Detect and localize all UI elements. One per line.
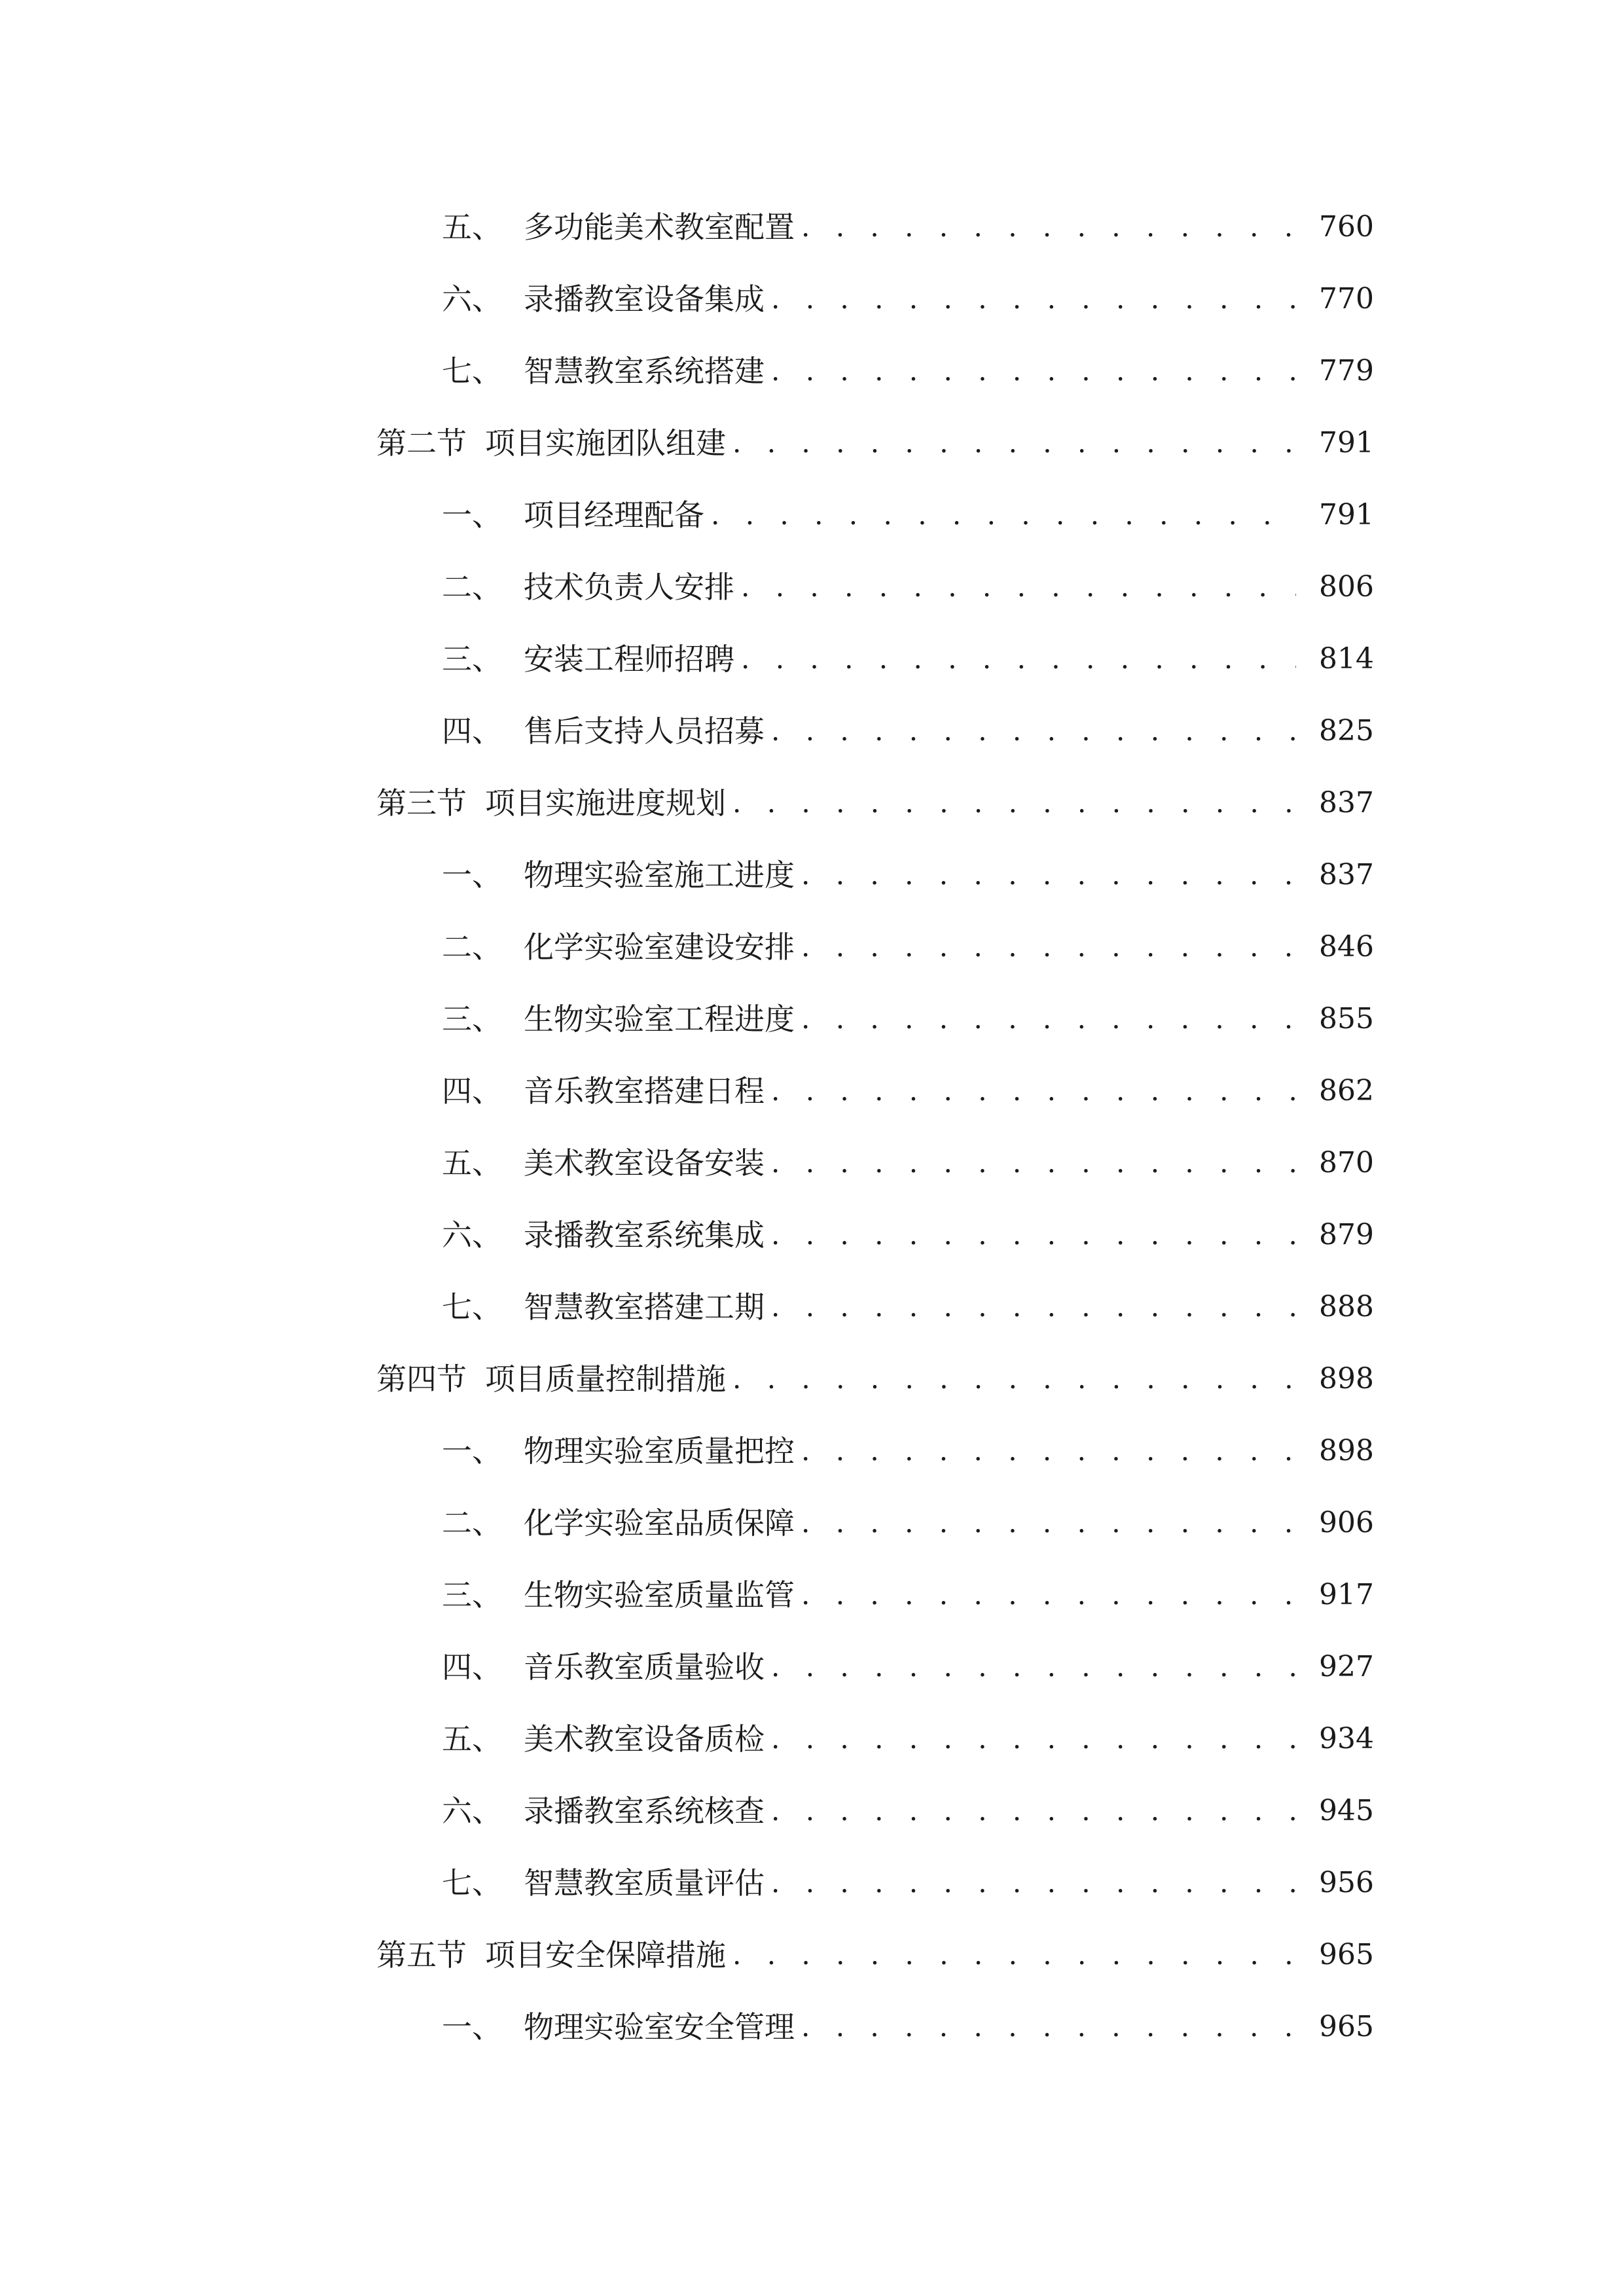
entry-number: 七、 xyxy=(442,353,502,389)
section-number: 第三节 xyxy=(376,785,467,821)
toc-entry[interactable] xyxy=(442,1065,1374,1117)
entry-number: 三、 xyxy=(442,641,502,677)
dot-leader xyxy=(732,1929,1296,1981)
dot-leader xyxy=(771,1641,1296,1693)
section-title: 项目实施团队组建 xyxy=(485,425,726,461)
entry-title: 智慧教室系统搭建 xyxy=(524,353,765,389)
dot-leader xyxy=(771,705,1296,757)
entry-number: 一、 xyxy=(442,1433,502,1469)
dot-leader xyxy=(771,273,1296,325)
dot-leader xyxy=(801,201,1296,253)
toc-entry[interactable] xyxy=(442,345,1374,397)
entry-title: 生物实验室工程进度 xyxy=(524,1001,795,1037)
toc-entry[interactable] xyxy=(442,1785,1374,1837)
dot-leader xyxy=(771,1137,1296,1189)
entry-page-number: 934 xyxy=(1319,1722,1374,1755)
entry-page-number: 791 xyxy=(1319,426,1374,459)
entry-page-number: 770 xyxy=(1319,282,1374,315)
dot-leader xyxy=(801,2001,1296,2053)
entry-title: 录播教室设备集成 xyxy=(524,281,765,317)
entry-page-number: 862 xyxy=(1319,1074,1374,1107)
section-number: 第四节 xyxy=(376,1361,467,1397)
dot-leader xyxy=(732,777,1296,829)
toc-entry[interactable] xyxy=(442,993,1374,1045)
dot-leader xyxy=(771,345,1296,397)
dot-leader xyxy=(741,633,1296,685)
toc-entry[interactable] xyxy=(442,201,1374,253)
section-title: 项目安全保障措施 xyxy=(485,1937,726,1973)
entry-number: 七、 xyxy=(442,1865,502,1901)
entry-title: 录播教室系统集成 xyxy=(524,1217,765,1253)
dot-leader xyxy=(732,417,1296,469)
entry-title: 音乐教室质量验收 xyxy=(524,1649,765,1685)
entry-title: 物理实验室质量把控 xyxy=(524,1433,795,1469)
entry-page-number: 791 xyxy=(1319,498,1374,531)
dot-leader xyxy=(771,1785,1296,1837)
dot-leader xyxy=(771,1065,1296,1117)
toc-entry[interactable] xyxy=(442,489,1374,541)
entry-number: 二、 xyxy=(442,569,502,605)
toc-entry[interactable] xyxy=(442,1281,1374,1333)
toc-entry[interactable] xyxy=(442,561,1374,613)
entry-title: 生物实验室质量监管 xyxy=(524,1577,795,1613)
entry-number: 四、 xyxy=(442,1073,502,1109)
entry-title: 化学实验室品质保障 xyxy=(524,1505,795,1541)
entry-title: 多功能美术教室配置 xyxy=(524,209,795,245)
entry-title: 美术教室设备安装 xyxy=(524,1145,765,1181)
entry-page-number: 879 xyxy=(1319,1218,1374,1251)
entry-number: 一、 xyxy=(442,497,502,533)
entry-page-number: 898 xyxy=(1319,1434,1374,1467)
entry-number: 六、 xyxy=(442,1217,502,1253)
entry-page-number: 956 xyxy=(1319,1866,1374,1899)
entry-number: 五、 xyxy=(442,209,502,245)
dot-leader xyxy=(711,489,1296,541)
entry-title: 售后支持人员招募 xyxy=(524,713,765,749)
dot-leader xyxy=(801,1425,1296,1477)
toc-entry[interactable] xyxy=(442,273,1374,325)
entry-title: 技术负责人安排 xyxy=(524,569,734,605)
dot-leader xyxy=(771,1209,1296,1261)
entry-title: 智慧教室质量评估 xyxy=(524,1865,765,1901)
entry-number: 六、 xyxy=(442,1793,502,1829)
toc-entry[interactable] xyxy=(442,1713,1374,1765)
toc-entry[interactable] xyxy=(442,1209,1374,1261)
section-title: 项目质量控制措施 xyxy=(485,1361,726,1397)
toc-entry[interactable] xyxy=(442,633,1374,685)
entry-page-number: 898 xyxy=(1319,1362,1374,1395)
toc-entry[interactable] xyxy=(442,705,1374,757)
entry-page-number: 779 xyxy=(1319,354,1374,387)
entry-title: 音乐教室搭建日程 xyxy=(524,1073,765,1109)
entry-page-number: 855 xyxy=(1319,1002,1374,1035)
entry-page-number: 846 xyxy=(1319,930,1374,963)
entry-page-number: 965 xyxy=(1319,1938,1374,1971)
entry-page-number: 870 xyxy=(1319,1146,1374,1179)
entry-title: 录播教室系统核查 xyxy=(524,1793,765,1829)
entry-page-number: 945 xyxy=(1319,1794,1374,1827)
entry-title: 安装工程师招聘 xyxy=(524,641,734,677)
dot-leader xyxy=(732,1353,1296,1405)
entry-page-number: 760 xyxy=(1319,210,1374,243)
dot-leader xyxy=(801,1569,1296,1621)
entry-title: 美术教室设备质检 xyxy=(524,1721,765,1757)
toc-section-entry[interactable] xyxy=(376,417,1374,469)
toc-entry[interactable] xyxy=(442,2001,1374,2053)
toc-section-entry[interactable] xyxy=(376,777,1374,829)
entry-title: 智慧教室搭建工期 xyxy=(524,1289,765,1325)
entry-number: 三、 xyxy=(442,1577,502,1613)
dot-leader xyxy=(771,1281,1296,1333)
entry-page-number: 806 xyxy=(1319,570,1374,603)
section-number: 第二节 xyxy=(376,425,467,461)
entry-title: 化学实验室建设安排 xyxy=(524,929,795,965)
entry-page-number: 888 xyxy=(1319,1290,1374,1323)
entry-number: 一、 xyxy=(442,857,502,893)
toc-entry[interactable] xyxy=(442,1857,1374,1909)
dot-leader xyxy=(801,849,1296,901)
toc-entry[interactable] xyxy=(442,1425,1374,1477)
toc-entry[interactable] xyxy=(442,1497,1374,1549)
entry-page-number: 917 xyxy=(1319,1578,1374,1611)
entry-title: 项目经理配备 xyxy=(524,497,704,533)
dot-leader xyxy=(801,921,1296,973)
entry-number: 一、 xyxy=(442,2009,502,2045)
section-number: 第五节 xyxy=(376,1937,467,1973)
toc-entry[interactable] xyxy=(442,1569,1374,1621)
dot-leader xyxy=(801,993,1296,1045)
entry-page-number: 825 xyxy=(1319,714,1374,747)
entry-title: 物理实验室安全管理 xyxy=(524,2009,795,2045)
toc-entry[interactable] xyxy=(442,921,1374,973)
entry-number: 二、 xyxy=(442,1505,502,1541)
entry-number: 二、 xyxy=(442,929,502,965)
dot-leader xyxy=(771,1857,1296,1909)
toc-entry[interactable] xyxy=(442,1641,1374,1693)
entry-number: 四、 xyxy=(442,713,502,749)
entry-number: 七、 xyxy=(442,1289,502,1325)
entry-page-number: 965 xyxy=(1319,2010,1374,2043)
entry-page-number: 837 xyxy=(1319,858,1374,891)
entry-number: 四、 xyxy=(442,1649,502,1685)
toc-entry[interactable] xyxy=(442,849,1374,901)
dot-leader xyxy=(771,1713,1296,1765)
entry-page-number: 927 xyxy=(1319,1650,1374,1683)
entry-page-number: 814 xyxy=(1319,642,1374,675)
toc-section-entry[interactable] xyxy=(376,1353,1374,1405)
entry-number: 六、 xyxy=(442,281,502,317)
entry-number: 三、 xyxy=(442,1001,502,1037)
toc-section-entry[interactable] xyxy=(376,1929,1374,1981)
entry-page-number: 837 xyxy=(1319,786,1374,819)
dot-leader xyxy=(741,561,1296,613)
entry-title: 物理实验室施工进度 xyxy=(524,857,795,893)
toc-entry[interactable] xyxy=(442,1137,1374,1189)
dot-leader xyxy=(801,1497,1296,1549)
entry-number: 五、 xyxy=(442,1145,502,1181)
entry-page-number: 906 xyxy=(1319,1506,1374,1539)
section-title: 项目实施进度规划 xyxy=(485,785,726,821)
entry-number: 五、 xyxy=(442,1721,502,1757)
